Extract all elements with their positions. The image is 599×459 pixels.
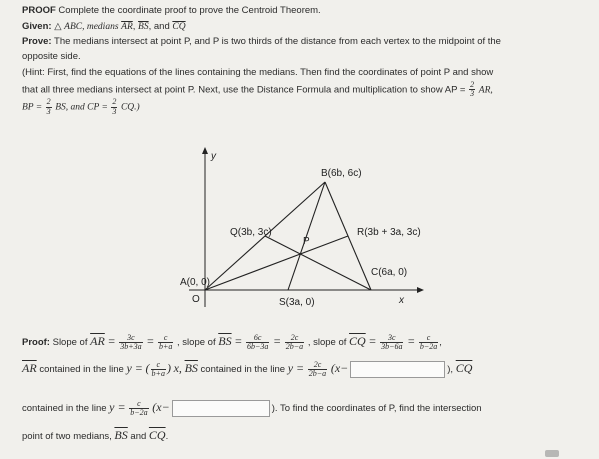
slope-ar-frac-2: [158, 334, 173, 352]
slope-bs-frac-1: [246, 334, 269, 352]
slope-bs-frac1-den: 6b−3a: [246, 341, 269, 351]
cp-frac-den: 3: [112, 106, 117, 116]
vertex-c-label: C(6a, 0): [371, 267, 408, 278]
paren-x-1: (x−: [330, 361, 349, 375]
given-text: ABC, medians: [64, 21, 119, 32]
slope-of-text-3: , slope of: [307, 337, 347, 348]
slope-ar-frac2-den: b+a: [158, 341, 173, 351]
proof-line-4: [22, 426, 168, 445]
line-bs-frac-num: 2c: [308, 361, 327, 370]
line-ar-x: x,: [173, 361, 182, 375]
x-axis-arrow: [417, 287, 424, 293]
answer-box-bs-line[interactable]: [350, 361, 445, 378]
slope-ar-name: $\overline{AR}$: [90, 334, 105, 348]
prove-line: [22, 35, 582, 64]
intersection-text: point of two medians,: [22, 431, 112, 442]
hint-block: [22, 66, 582, 116]
slope-ar-frac1-num: 3c: [119, 334, 142, 343]
triangle-icon: △: [54, 20, 62, 32]
line-bs-name: $\overline{BS}$: [184, 361, 198, 375]
slope-bs-frac2-num: 2c: [285, 334, 304, 343]
cp-fraction: [111, 98, 117, 116]
bp-head: BP =: [22, 102, 45, 113]
problem-title-text: Complete the coordinate proof to prove the Centroid Theorem.: [58, 5, 321, 16]
last-bs-name: $\overline{BS}$: [114, 428, 128, 442]
median-bs: $\overline{BS}$: [138, 21, 149, 32]
median-ar: $\overline{AR}$: [121, 21, 133, 32]
proof-label-2: Proof:: [22, 337, 50, 348]
contained-text-2: contained in the line: [200, 364, 286, 375]
slope-bs-frac2-den: 2b−a: [285, 341, 304, 351]
given-line: [22, 20, 582, 35]
proof-line-3: [22, 398, 482, 417]
ap-tail: AR,: [478, 85, 493, 95]
problem-statement: [22, 4, 582, 117]
bp-frac-den: 3: [46, 106, 51, 116]
line-cq-frac: [129, 400, 148, 418]
slope-cq-frac2-den: b−2a: [419, 341, 438, 351]
given-label: Given:: [22, 20, 52, 32]
slope-cq-frac2-num: c: [419, 334, 438, 343]
slope-ar-frac2-num: c: [158, 334, 173, 343]
given-sep-2: , and: [148, 20, 170, 32]
triangle-figure: [175, 147, 425, 319]
median-cq-line: [265, 236, 371, 290]
prove-text-2: opposite side.: [22, 51, 81, 63]
line-bs-frac-den: 2b−a: [308, 368, 327, 378]
origin-label: O: [192, 294, 200, 305]
last-cq-name: $\overline{CQ}$: [148, 428, 166, 442]
ap-fraction: [469, 81, 475, 99]
slope-cq-frac-2: [419, 334, 438, 352]
and-text: and: [130, 431, 147, 442]
line-cq-frac-num: c: [129, 400, 148, 409]
midpoint-q-label: Q(3b, 3c): [230, 227, 272, 238]
centroid-p-label: P: [303, 236, 310, 247]
bp-tail: BS, and CP =: [55, 102, 111, 113]
slope-of-text-1: Slope of: [52, 337, 88, 348]
period: .: [165, 431, 169, 442]
slope-cq-frac-1: [380, 334, 403, 352]
given-sep-1: ,: [132, 20, 136, 32]
proof-label: PROOF: [22, 5, 56, 16]
proof-line-1: Proof: Slope of $\overline{AR}$ = $\frac{3c}{3b+3a}$ = $\frac{c}{b+a}$ , slope of $\overline{BS}$ = $\frac{6c}{6b-3a}$ = $\frac{2c}{2b-a}$ , slope of $\overline{CQ}$ = $\frac{3c}{3b-6a}$ = $\frac{c}{b-2a}$ ,: [22, 332, 442, 351]
slope-ar-frac1-den: 3b+3a: [120, 341, 142, 351]
proof-line-2: $\overline{AR}$ contained in the line y = ( $\frac{c}{b+a}$ ) x, $\overline{BS}$ contained in the line y = $\frac{2c}{2b-a}$ (x− ), $\overline{CQ}$: [22, 359, 473, 378]
slope-ar-frac-1: [119, 334, 142, 352]
triangle-diagram: [175, 147, 425, 319]
ap-frac-num: 2: [470, 79, 475, 89]
close-paren-1: ),: [447, 364, 454, 375]
corner-badge: [545, 450, 559, 457]
y-equals-1: y =: [126, 361, 143, 375]
bp-frac-num: 2: [46, 97, 51, 107]
y-axis-label: y: [211, 151, 216, 162]
slope-bs-name: $\overline{BS}$: [218, 334, 232, 348]
hint-text-1: (Hint: First, find the equations of the lines containing the medians. Then find the coordinates of point P and show: [22, 66, 494, 78]
median-cq: $\overline{CQ}$: [172, 21, 186, 32]
x-axis-label: x: [399, 295, 404, 306]
midpoint-s-label: S(3a, 0): [279, 297, 315, 308]
ap-frac-den: 3: [470, 88, 475, 98]
slope-cq-name: $\overline{CQ}$: [349, 334, 366, 348]
answer-box-cq-line[interactable]: [172, 400, 270, 417]
slope-bs-frac1-num: 6c: [246, 334, 269, 343]
line-cq-name: $\overline{CQ}$: [455, 361, 473, 375]
slope-cq-frac1-den: 3b−6a: [381, 341, 403, 351]
line-ar-frac-num: c: [151, 361, 166, 370]
line-cq-frac-den: b−2a: [130, 407, 148, 417]
line-ar-frac-den: b+a: [151, 368, 165, 378]
y-axis-arrow: [202, 147, 208, 154]
cp-tail: CQ.): [120, 102, 140, 113]
bp-fraction: [46, 98, 52, 116]
contained-text-3: contained in the line: [22, 403, 107, 414]
prove-text-1: The medians intersect at point P, and P is two thirds of the distance from each vertex to the midpoint of the: [54, 36, 501, 48]
prove-label: Prove:: [22, 36, 52, 48]
paren-x-2: (x−: [152, 400, 170, 414]
problem-title: [22, 4, 582, 19]
slope-of-text-2: , slope of: [177, 337, 216, 348]
y-equals-2: y =: [287, 361, 305, 375]
line-ar-frac: [151, 361, 166, 379]
close-paren-2: ). To find the coordinates of P, find the intersection: [271, 403, 482, 414]
median-ar-line: [205, 236, 348, 290]
midpoint-r-label: R(3b + 3a, 3c): [357, 227, 421, 238]
hint-text-2: that all three medians intersect at point P. Next, use the Distance Formula and multiplication to show AP =: [22, 84, 469, 95]
slope-cq-frac1-num: 3c: [380, 334, 403, 343]
y-equals-3: y =: [109, 400, 126, 414]
line-bs-frac: [308, 361, 327, 379]
vertex-b-label: B(6b, 6c): [321, 168, 362, 179]
slope-bs-frac-2: [285, 334, 304, 352]
vertex-a-label: A(0, 0): [180, 277, 211, 288]
contained-text-1: contained in the line: [39, 364, 124, 375]
cp-frac-num: 2: [112, 97, 117, 107]
line-ar-name: $\overline{AR}$: [22, 361, 37, 375]
